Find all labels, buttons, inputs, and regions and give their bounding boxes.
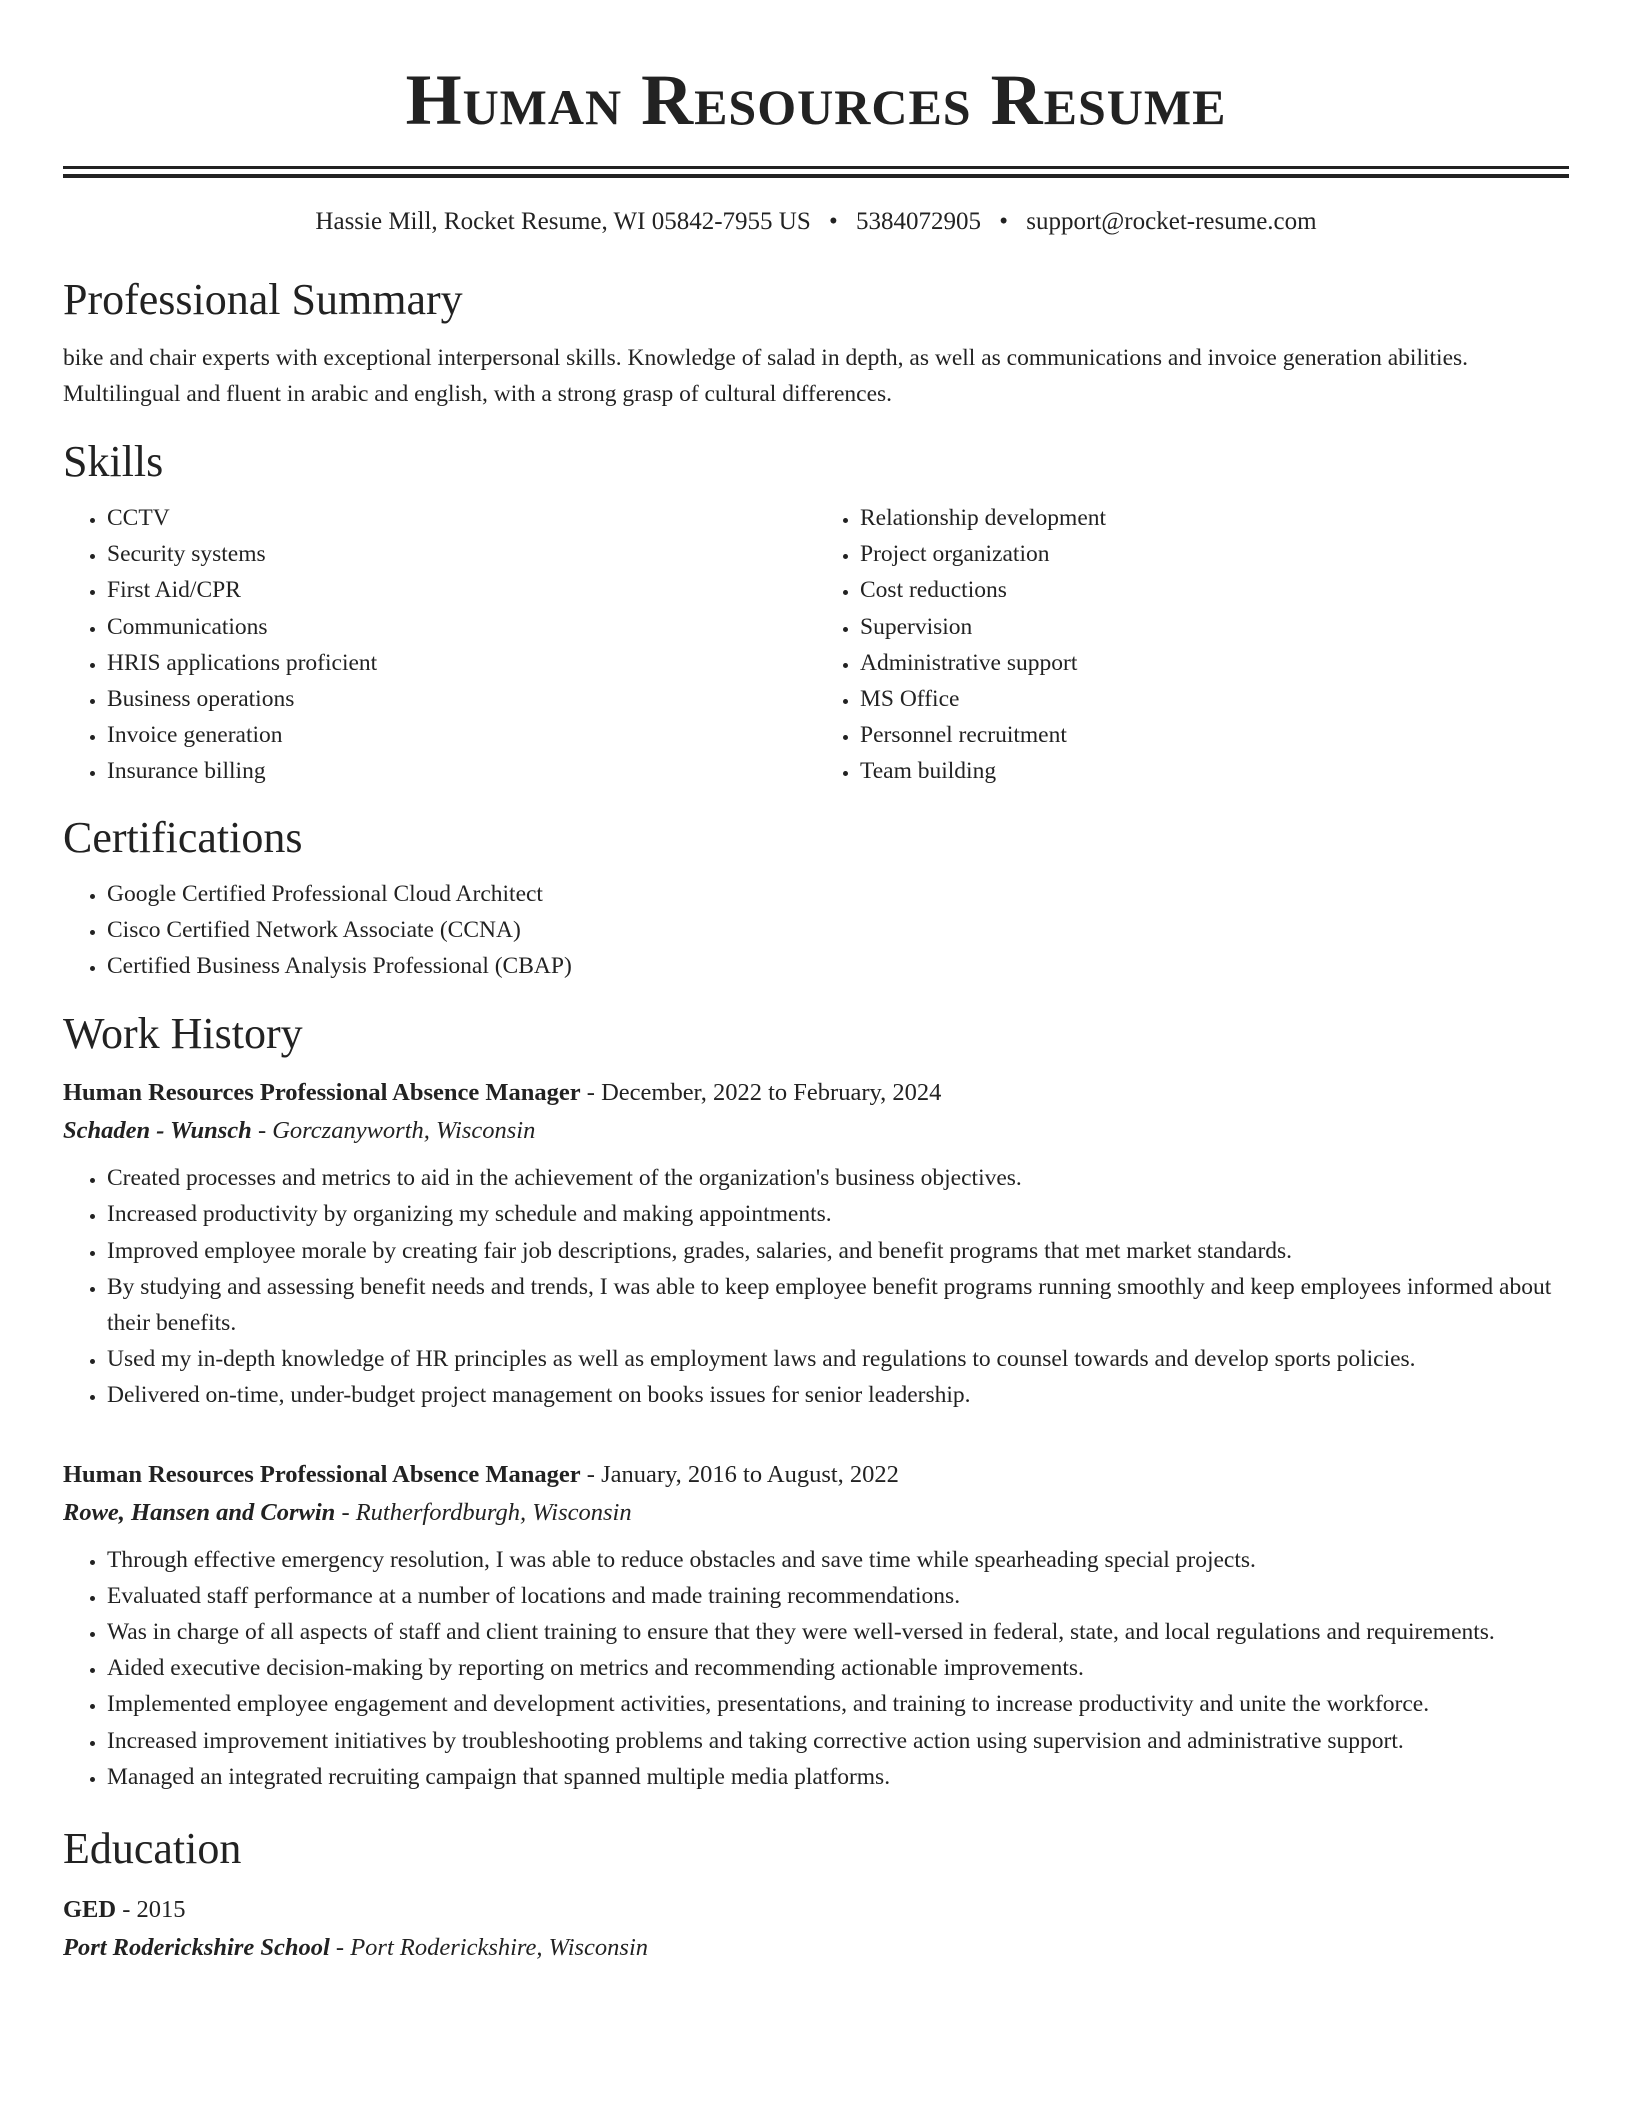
certification-item: • Cisco Certified Network Associate (CCNA) [107, 912, 1569, 948]
summary-text: bike and chair experts with exceptional interpersonal skills. Knowledge of salad in depth, as well as communications and invoice generation abilities. Multilingual and fluent in arabic and english, with a strong grasp of cultural differences. [63, 345, 1469, 407]
certifications-section [63, 812, 1569, 985]
job-bullet: • By studying and assessing benefit needs and trends, I was able to keep employee benefit programs running smoothly and keep employees informed about their benefits. [107, 1269, 1569, 1341]
skill-item: • CCTV [107, 500, 816, 536]
skill-item: • MS Office [860, 681, 1569, 717]
education-header [63, 1891, 1569, 1929]
job-location: - Gorczanyworth, Wisconsin [251, 1117, 536, 1145]
certification-item: • Google Certified Professional Cloud Architect [107, 876, 1569, 912]
job-company: Schaden - Wunsch [63, 1117, 252, 1145]
contact-separator: • [829, 208, 838, 235]
certification-item: • Certified Business Analysis Professional (CBAP) [107, 948, 1569, 984]
education-year: - 2015 [116, 1896, 186, 1924]
job-dates: - December, 2022 to February, 2024 [580, 1079, 942, 1107]
education-school: Port Roderickshire School [63, 1934, 330, 1962]
job-header [63, 1074, 1569, 1112]
job-entry [63, 1456, 1569, 1795]
skill-item: • Communications [107, 609, 816, 645]
education-degree: GED [63, 1896, 117, 1924]
contact-phone: 5384072905 [856, 208, 982, 235]
skill-item: • First Aid/CPR [107, 572, 816, 608]
skill-item: • Team building [860, 753, 1569, 789]
page-title: Human Resources Resume [405, 60, 1227, 140]
summary-heading: Professional Summary [63, 275, 463, 324]
job-bullets [63, 1542, 1569, 1795]
job-bullet: • Evaluated staff performance at a number of locations and made training recommendations. [107, 1578, 1569, 1614]
skill-item: • Invoice generation [107, 717, 816, 753]
work-history-section [63, 1008, 1569, 1795]
skills-heading: Skills [63, 437, 164, 486]
job-company: Rowe, Hansen and Corwin [63, 1498, 336, 1526]
education-school-line [63, 1929, 1569, 1967]
job-bullet: • Delivered on-time, under-budget project management on books issues for senior leadership. [107, 1377, 1569, 1413]
skill-item: • Personnel recruitment [860, 717, 1569, 753]
job-bullet: • Increased productivity by organizing my schedule and making appointments. [107, 1196, 1569, 1232]
education-location: - Port Roderickshire, Wisconsin [329, 1934, 649, 1962]
job-employer [63, 1494, 1569, 1532]
skill-item: • Relationship development [860, 500, 1569, 536]
education-section [63, 1823, 1569, 1967]
contact-email: support@rocket-resume.com [1026, 208, 1317, 235]
skills-list-left [63, 500, 816, 790]
skill-item: • Project organization [860, 536, 1569, 572]
education-heading: Education [63, 1824, 242, 1874]
contact-address: Hassie Mill, Rocket Resume, WI 05842-7955 US [315, 208, 811, 235]
job-bullet: • Increased improvement initiatives by troubleshooting problems and taking corrective action using supervision and administrative support. [107, 1723, 1569, 1759]
skill-item: • Cost reductions [860, 572, 1569, 608]
job-title: Human Resources Professional Absence Manager [63, 1079, 581, 1107]
job-bullet: • Managed an integrated recruiting campaign that spanned multiple media platforms. [107, 1759, 1569, 1795]
job-title: Human Resources Professional Absence Manager [63, 1460, 581, 1488]
title-double-rule [63, 166, 1569, 178]
job-bullet: • Created processes and metrics to aid in the achievement of the organization's business objectives. [107, 1160, 1569, 1196]
skill-item: • Security systems [107, 536, 816, 572]
job-employer [63, 1112, 1569, 1150]
job-header [63, 1456, 1569, 1494]
certifications-heading: Certifications [63, 812, 303, 862]
work-history-heading: Work History [63, 1009, 303, 1059]
job-bullets [63, 1160, 1569, 1413]
summary-section [63, 274, 1569, 412]
skills-columns [63, 500, 1569, 790]
job-dates: - January, 2016 to August, 2022 [580, 1460, 899, 1488]
job-bullet: • Used my in-depth knowledge of HR principles as well as employment laws and regulations to counsel towards and develop sports policies. [107, 1341, 1569, 1377]
contact-separator: • [999, 208, 1009, 235]
job-bullet: • Improved employee morale by creating fair job descriptions, grades, salaries, and benefit programs that met market standards. [107, 1233, 1569, 1269]
skill-item: • Insurance billing [107, 753, 816, 789]
contact-line [63, 206, 1569, 238]
skill-item: • Supervision [860, 609, 1569, 645]
job-location: - Rutherfordburgh, Wisconsin [335, 1498, 632, 1526]
job-bullet: • Was in charge of all aspects of staff and client training to ensure that they were well-versed in federal, state, and local regulations and requirements. [107, 1614, 1569, 1650]
certifications-list [63, 876, 1569, 985]
skills-list-right [816, 500, 1569, 790]
education-entry [63, 1891, 1569, 1967]
skills-section [63, 436, 1569, 790]
skill-item: • Business operations [107, 681, 816, 717]
skill-item: • HRIS applications proficient [107, 645, 816, 681]
job-bullet: • Through effective emergency resolution, I was able to reduce obstacles and save time while spearheading special projects. [107, 1542, 1569, 1578]
skill-item: • Administrative support [860, 645, 1569, 681]
job-bullet: • Implemented employee engagement and development activities, presentations, and training to increase productivity and unite the workforce. [107, 1686, 1569, 1722]
job-entry [63, 1074, 1569, 1413]
job-bullet: • Aided executive decision-making by reporting on metrics and recommending actionable improvements. [107, 1650, 1569, 1686]
